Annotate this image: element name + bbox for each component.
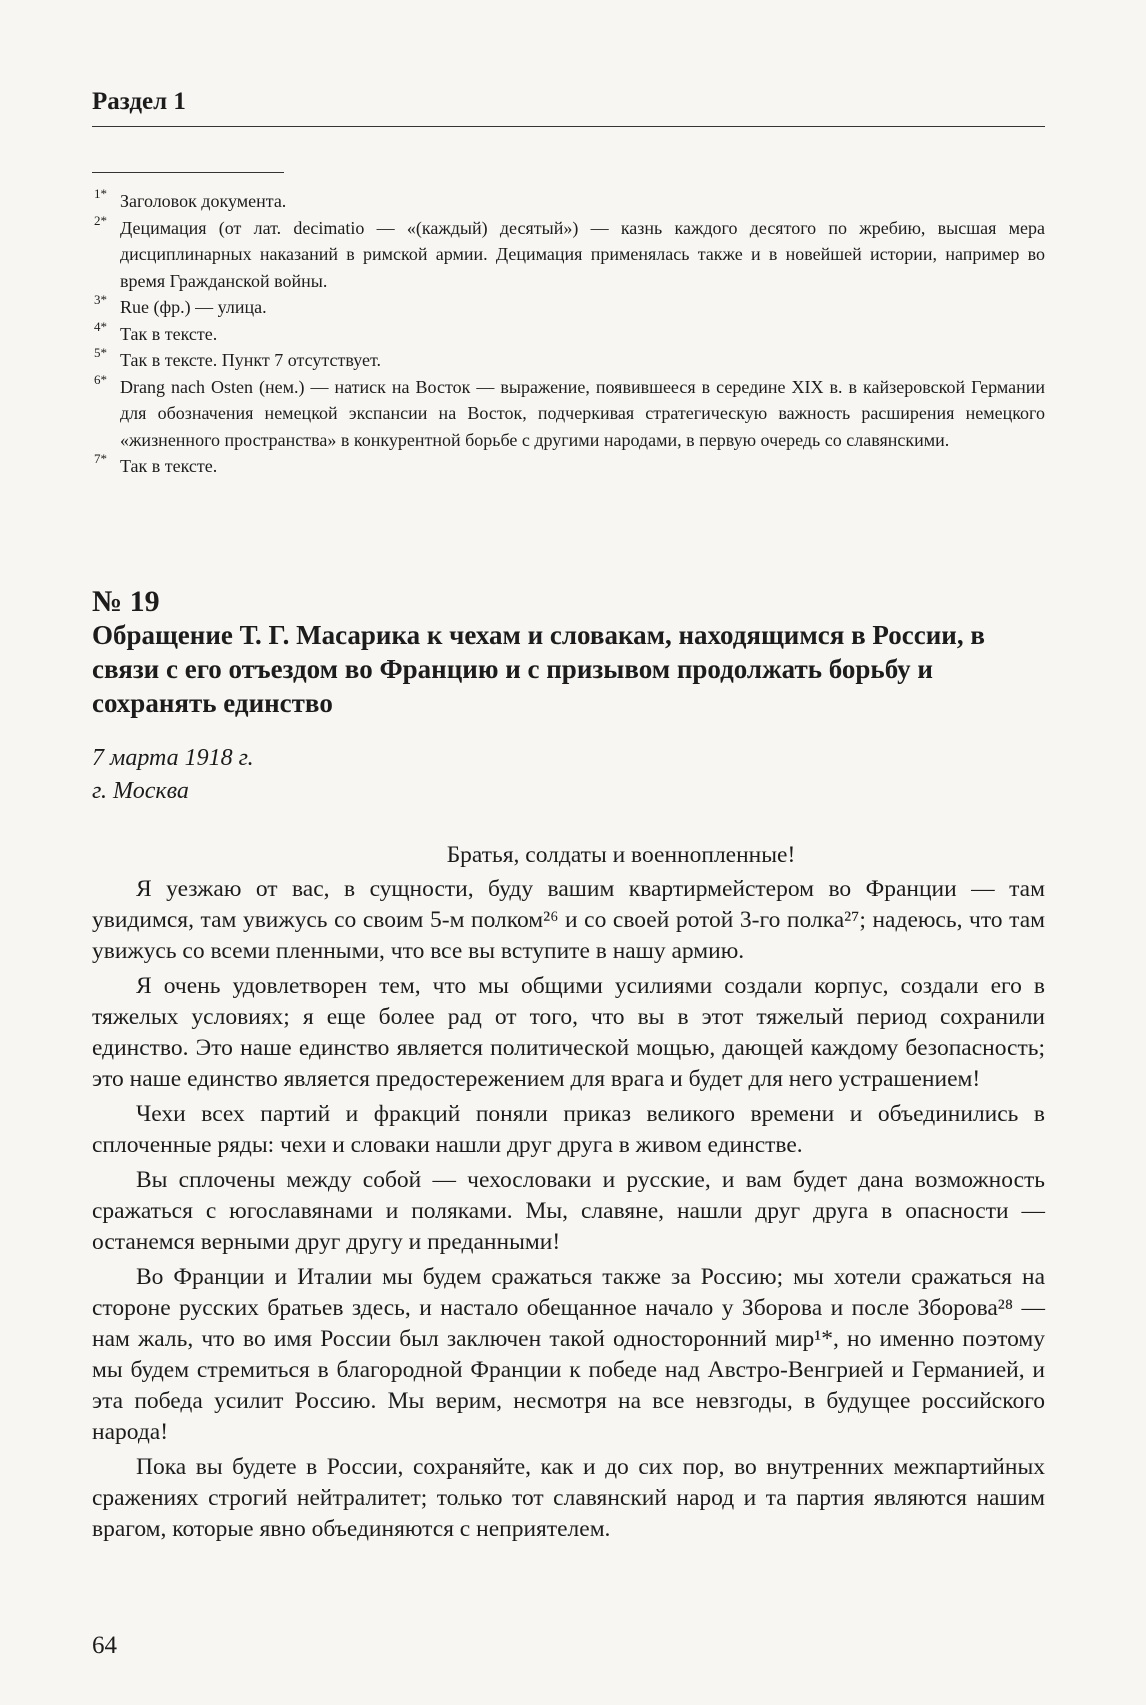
footnote-mark: 6* bbox=[94, 371, 107, 387]
footnote bbox=[92, 318, 1045, 348]
header-rule bbox=[92, 126, 1045, 127]
footnote bbox=[92, 212, 1045, 295]
footnote-text: Заголовок документа. bbox=[120, 191, 287, 211]
footnote-text: Rue (фр.) — улица. bbox=[120, 297, 267, 317]
footnote-mark: 7* bbox=[94, 451, 107, 466]
footnote bbox=[92, 188, 1045, 215]
salutation: Братья, солдаты и военнопленные! bbox=[446, 842, 796, 868]
footnote-mark: 5* bbox=[94, 345, 107, 360]
footnote bbox=[92, 294, 1045, 321]
footnote-mark: 3* bbox=[94, 292, 107, 307]
footnotes bbox=[92, 188, 1045, 480]
footnote-mark: 4* bbox=[94, 318, 107, 334]
document-date: 7 марта 1918 г. bbox=[92, 745, 254, 771]
document-place: г. Москва bbox=[92, 778, 189, 804]
footnote-text: Так в тексте. bbox=[120, 456, 218, 476]
paragraph: Вы сплочены между собой — чехословаки и русские, и вам будет дана возможность сражаться с югославянами и поляками. Мы, славяне, нашли друг друга в опасности — останемся верными друг другу и преданными! bbox=[92, 1167, 1045, 1255]
paragraph: Я очень удовлетворен тем, что мы общими усилиями создали корпус, создали его в тяжелых условиях; я еще более рад от того, что вы в этот тяжелый период сохранили единство. Это наше единство является политической мощью, дающей каждому безопасность; это наше единство является предостережением для врага и будет для него устрашением! bbox=[92, 973, 1045, 1092]
footnote-mark: 2* bbox=[94, 212, 107, 228]
footnote-rule bbox=[92, 172, 284, 173]
footnote-text: Drang nach Osten (нем.) — натиск на Восток — выражение, появившееся в середине XIX в. в кайзеровской Германии для обозначения немецкой экспансии на Восток, подчеркивая стратегическую важность расширения немецкого «жизненного пространства» в конкурентной борьбе с другими народами, в первую очередь со славянскими. bbox=[120, 376, 1045, 450]
document-body bbox=[92, 840, 1045, 1549]
paragraph: Чехи всех партий и фракций поняли приказ великого времени и объединились в сплоченные ряды: чехи и словаки нашли друг друга в живом единстве. bbox=[92, 1101, 1045, 1158]
footnote bbox=[92, 371, 1045, 454]
document-title: Обращение Т. Г. Масарика к чехам и словакам, находящимся в России, в связи с его отъездом во Францию и с призывом продолжать борьбу и сохранять единство bbox=[92, 620, 985, 718]
document-number: № 19 bbox=[92, 585, 160, 618]
running-head: Раздел 1 bbox=[92, 88, 186, 115]
footnote-text: Так в тексте. Пункт 7 отсутствует. bbox=[120, 350, 381, 370]
footnote-text: Децимация (от лат. decimatio — «(каждый) десятый») — казнь каждого десятого по жребию, высшая мера дисциплинарных наказаний в римской армии. Децимация применялась также и в новейшей истории, например во время Гражданской войны. bbox=[120, 217, 1045, 291]
footnote-mark: 1* bbox=[94, 186, 107, 201]
page-number: 64 bbox=[92, 1632, 117, 1659]
footnote-text: Так в тексте. bbox=[120, 323, 218, 344]
footnote bbox=[92, 347, 1045, 374]
paragraph: Во Франции и Италии мы будем сражаться также за Россию; мы хотели сражаться на стороне русских братьев здесь, и настало обещанное начало у Зборова и после Зборова²⁸ — нам жаль, что во имя России был заключен такой односторонний мир¹*, но именно поэтому мы будем стремиться в благородной Франции к победе над Австро-Венгрией и Германией, и эта победа усилит Россию. Мы верим, несмотря на все невзгоды, в будущее российского народа! bbox=[92, 1264, 1045, 1445]
paragraph: Я уезжаю от вас, в сущности, буду вашим квартирмейстером во Франции — там увидимся, там увижусь со своим 5-м полком²⁶ и со своей ротой 3-го полка²⁷; надеюсь, что там увижусь со всеми пленными, что все вы вступите в нашу армию. bbox=[92, 876, 1045, 964]
paragraph: Пока вы будете в России, сохраняйте, как и до сих пор, во внутренних межпартийных сражениях строгий нейтралитет; только тот славянский народ и та партия являются нашим врагом, которые явно объединяются с неприятелем. bbox=[92, 1454, 1045, 1542]
footnote bbox=[92, 453, 1045, 480]
